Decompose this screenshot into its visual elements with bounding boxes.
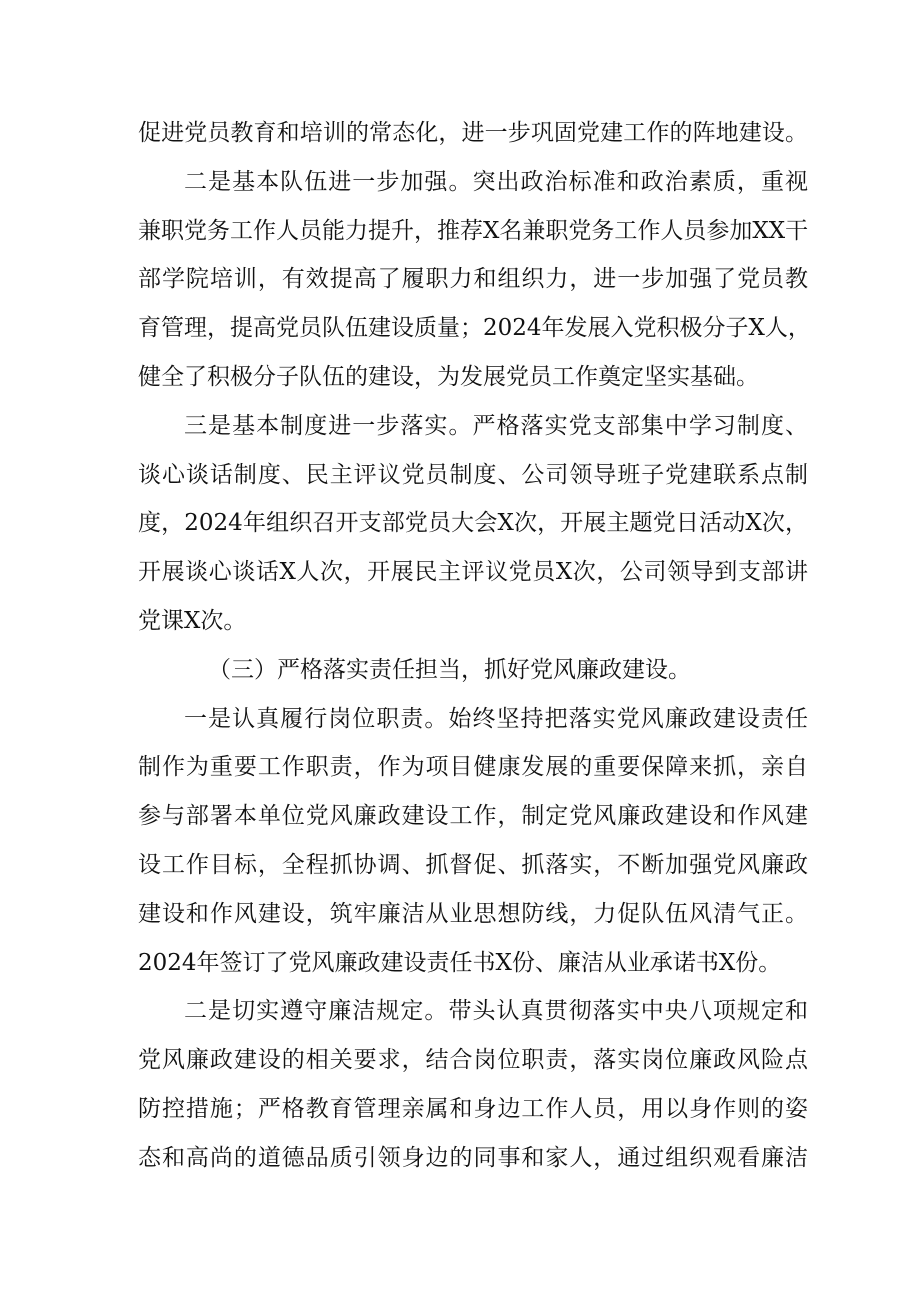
paragraph-line: 防控措施；严格教育管理亲属和身边工作人员，用以身作则的姿 [138, 1095, 808, 1122]
paragraph-line: 二是切实遵守廉洁规定。带头认真贯彻落实中央八项规定和 [184, 998, 808, 1025]
paragraph-line: 开展谈心谈话X人次，开展民主评议党员X次，公司领导到支部讲 [138, 559, 808, 586]
paragraph-line: 三是基本制度进一步落实。严格落实党支部集中学习制度、 [184, 412, 808, 439]
paragraph-line: 一是认真履行岗位职责。始终坚持把落实党风廉政建设责任 [184, 705, 808, 732]
paragraph-line: 设工作目标，全程抓协调、抓督促、抓落实，不断加强党风廉政 [138, 851, 808, 878]
document-body [138, 109, 811, 1183]
paragraph-line: 党风廉政建设的相关要求，结合岗位职责，落实岗位廉政风险点 [138, 1047, 808, 1074]
paragraph-line: 度，2024年组织召开支部党员大会X次，开展主题党日活动X次， [138, 510, 808, 537]
paragraph-line: 态和高尚的道德品质引领身边的同事和家人，通过组织观看廉洁 [138, 1144, 808, 1171]
section-heading: （三）严格落实责任担当，抓好党风廉政建设。 [208, 656, 691, 683]
paragraph-line: 兼职党务工作人员能力提升，推荐X名兼职党务工作人员参加XX干 [138, 217, 809, 244]
paragraph-line: 谈心谈话制度、民主评议党员制度、公司领导班子党建联系点制 [138, 461, 808, 488]
paragraph-line: 二是基本队伍进一步加强。突出政治标准和政治素质，重视 [184, 168, 808, 195]
paragraph-line: 党课X次。 [138, 607, 247, 634]
paragraph-line: 2024年签订了党风廉政建设责任书X份、廉洁从业承诺书X份。 [138, 949, 782, 976]
paragraph-line: 部学院培训，有效提高了履职力和组织力，进一步加强了党员教 [138, 266, 808, 293]
paragraph-line: 促进党员教育和培训的常态化，进一步巩固党建工作的阵地建设。 [138, 120, 808, 146]
paragraph-line: 育管理，提高党员队伍建设质量；2024年发展入党积极分子X人， [138, 315, 811, 342]
paragraph-line: 制作为重要工作职责，作为项目健康发展的重要保障来抓，亲自 [138, 754, 808, 781]
paragraph-line: 健全了积极分子队伍的建设，为发展党员工作奠定坚实基础。 [138, 363, 759, 390]
paragraph-line: 建设和作风建设，筑牢廉洁从业思想防线，力促队伍风清气正。 [138, 900, 808, 927]
paragraph-line: 参与部署本单位党风廉政建设工作，制定党风廉政建设和作风建 [138, 803, 808, 830]
